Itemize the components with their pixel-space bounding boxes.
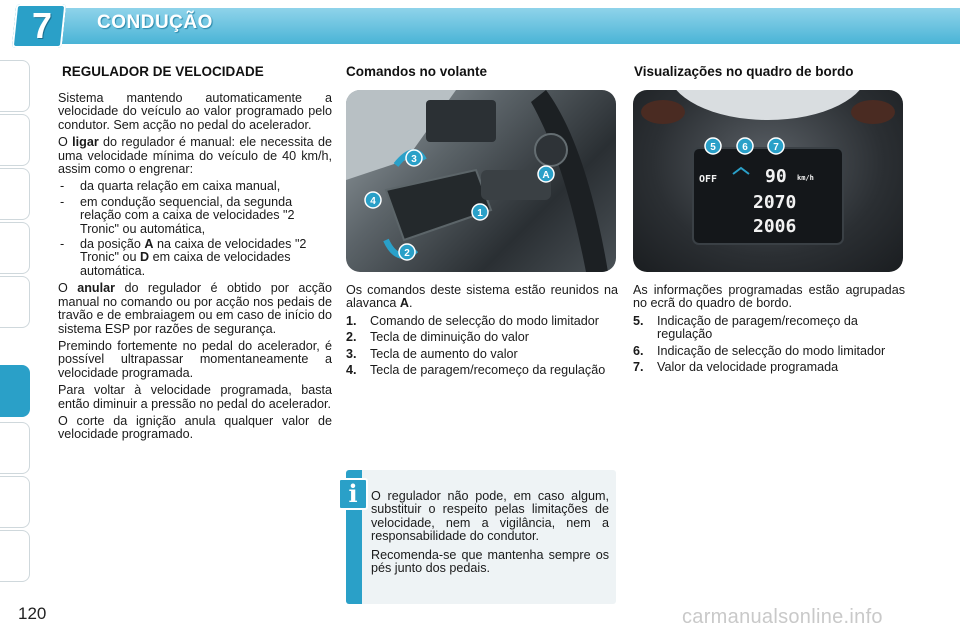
info-paragraph: O regulador não pode, em caso algum, substituir o respeito pelas limitações de velocidade, nem a vigilância, nem a responsabilidade do condutor. [371,489,609,544]
cluster-display-photo [633,90,903,272]
comandos-intro: Os comandos deste sistema estão reunidos na alavanca A. [346,283,618,311]
label-3: 3 [411,154,417,165]
chapter-tab[interactable] [0,422,30,474]
steering-illustration [346,90,616,272]
list-item: - da quarta relação em caixa manual, [60,179,281,194]
page-number: 120 [18,604,47,623]
chapter-title: CONDUÇÃO [97,12,213,33]
chapter-tab[interactable] [0,222,30,274]
info-icon: i [338,478,368,510]
steering-control-photo [346,90,616,272]
list-item: - da posição A na caixa de velocidades "2 Tronic" ou D em caixa de velocidades automática. [60,237,307,278]
paragraph-ligar: O ligar do regulador é manual: ele necessita de uma velocidade mínima do veículo de 40 km/h, assim como o engrenar: [58,135,332,177]
watermark: carmanualsonline.info [682,606,883,628]
info-paragraph: Recomenda-se que mantenha sempre os pés junto dos pedais. [371,547,609,576]
visualizacoes-text [633,284,905,377]
list-item: 2. Tecla de diminuição do valor [346,330,529,345]
paragraph-ignicao: O corte da ignição anula qualquer valor de velocidade programado. [58,413,332,442]
section-title-regulador: REGULADOR DE VELOCIDADE [62,64,264,79]
paragraph-intro: Sistema mantendo automaticamente a velocidade do veículo ao valor programado pelo condutor. Sem acção no pedal do acelerador. [58,91,332,132]
paragraph-premindo: Premindo fortemente no pedal do acelerador, é possível ultrapassar momentaneamente a velocidade programada. [58,338,332,380]
label-a: A [542,170,550,181]
chapter-number: 7 [31,5,53,46]
label-5: 5 [710,142,716,153]
label-6: 6 [742,142,748,153]
list-item: 3. Tecla de aumento do valor [346,346,518,361]
list-item: 7. Valor da velocidade programada [633,360,839,375]
chapter-tab[interactable] [0,168,30,220]
comandos-list [346,315,618,378]
chapter-tabs [0,60,34,580]
page-header [0,0,960,50]
info-text [371,490,609,580]
chapter-tab-active[interactable] [0,365,30,417]
label-1: 1 [477,208,483,219]
cluster-status: OFF [699,174,718,185]
chapter-tab[interactable] [0,476,30,528]
list-item: - em condução sequencial, da segunda relação com a caixa de velocidades "2 Tronic" ou automática, [60,194,295,236]
cluster-unit: km/h [797,174,814,182]
label-7: 7 [773,142,779,153]
conditions-list [58,180,332,278]
paragraph-anular: O anular do regulador é obtido por acção manual no comando ou por acção nos pedais de travão e de embraiagem ou em caso de início do sistema ESP por razões de segurança. [58,281,332,336]
list-item: 1. Comando de selecção do modo limitador [346,313,599,328]
chapter-tab[interactable] [0,276,30,328]
visualizacoes-list [633,315,905,375]
section-title-visualizacoes: Visualizações no quadro de bordo [634,64,854,79]
cluster-odometer-1: 2070 [753,192,797,213]
list-item: 6. Indicação de selecção do modo limitador [633,343,886,358]
label-2: 2 [404,248,410,259]
cluster-odometer-2: 2006 [753,216,797,237]
comandos-text [346,284,618,380]
cluster-speed: 90 [765,166,787,187]
label-4: 4 [370,196,376,207]
paragraph-voltar: Para voltar à velocidade programada, basta então diminuir a pressão no pedal do acelerador. [58,383,332,411]
chapter-tab[interactable] [0,114,30,166]
chapter-tab[interactable] [0,60,30,112]
visualizacoes-intro: As informações programadas estão agrupadas no ecrã do quadro de bordo. [633,283,905,311]
section-title-comandos: Comandos no volante [346,64,488,79]
regulador-text [58,92,332,446]
cluster-illustration [633,90,903,272]
list-item: 5. Indicação de paragem/recomeço da regulação [633,313,858,342]
list-item: 4. Tecla de paragem/recomeço da regulação [346,363,606,378]
chapter-tab[interactable] [0,530,30,582]
